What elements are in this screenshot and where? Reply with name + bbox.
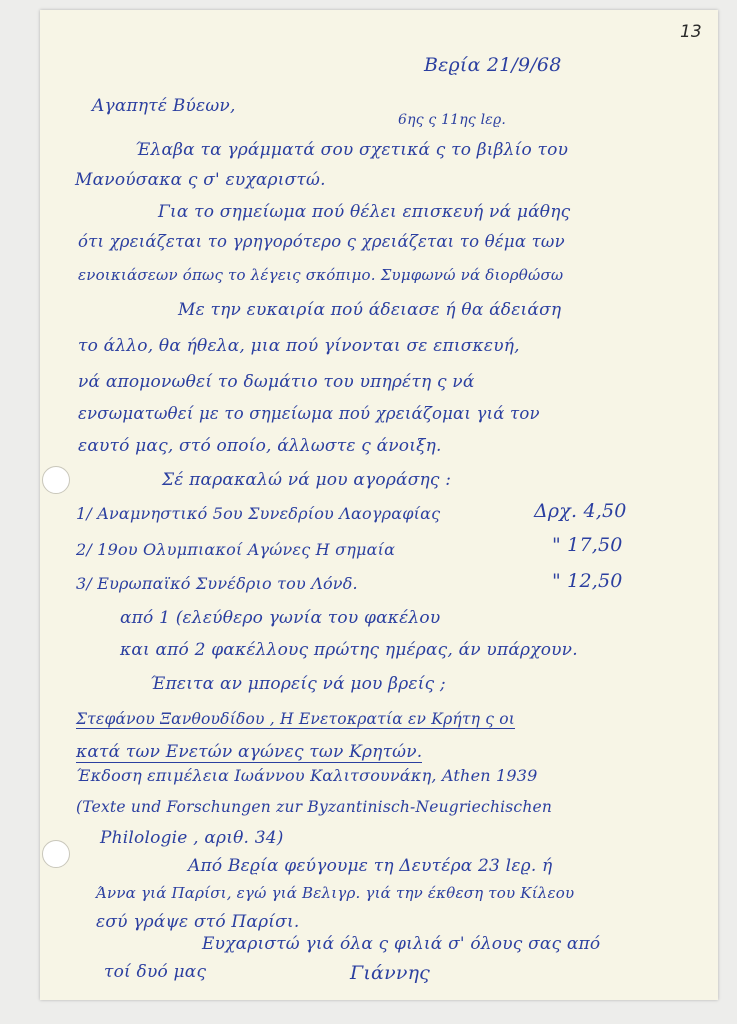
book-title-line-2: κατά των Ενετών αγώνες των Κρητών. — [76, 742, 423, 762]
stamp-item-3: 3/ Ευρωπαϊκό Συνέδριο του Λόνδ. — [76, 574, 358, 593]
stamp-item-1-amount: Δρχ. 4,50 — [534, 500, 627, 522]
punch-hole-top — [42, 466, 70, 494]
closing-line-2: τοί δυό μας — [104, 962, 207, 982]
stamp-item-2-amount: " 17,50 — [552, 534, 623, 556]
insert-note: 6ης ς 11ης lεϱ. — [398, 112, 507, 128]
stamp-item-1: 1/ Αναμνηστικό 5ου Συνεδρίου Λαογραφίας — [76, 504, 441, 523]
letter-line: ενσωματωθεί με το σημείωμα πού χρειάζομαι γιά τον — [78, 404, 540, 423]
letter-line: Σέ παρακαλώ νά μου αγοράσης : — [162, 470, 452, 490]
letter-line: (Texte und Forschungen zur Byzantinisch-Neugriechischen — [76, 798, 553, 816]
punch-hole-bottom — [42, 840, 70, 868]
place-date: Βεϱία 21/9/68 — [424, 54, 562, 76]
greeting: Αγαπητέ Βύεων, — [92, 96, 236, 116]
letter-line: από 1 (ελεύθερο γωνία του φακέλου — [120, 608, 441, 628]
signature: Γιάννης — [350, 962, 430, 984]
letter-line: Έπειτα αν μπορείς νά μου βρείς ; — [150, 674, 446, 694]
letter-line: Έκδοση επιμέλεια Ιωάννου Καλιτσουνάκη, Athen 1939 — [76, 766, 538, 785]
letter-line: Philologie , αριθ. 34) — [100, 828, 284, 848]
letter-line: εσύ γράψε στό Παρίσι. — [96, 912, 300, 932]
page-number: 13 — [680, 22, 702, 42]
letter-line: Άννα γιά Παρίσι, εγώ γιά Βελιγρ. γιά την έκθεση του Κίλεου — [96, 884, 575, 902]
letter-line: ενοικιάσεων όπως το λέγεις σκόπιμο. Συμφωνώ νά διορθώσω — [78, 266, 564, 284]
closing-line: Ευχαριστώ γιά όλα ς φιλιά σ' όλους σας από — [202, 934, 601, 954]
letter-line: και από 2 φακέλλους πρώτης ημέρας, άν υπάρχουν. — [120, 640, 578, 660]
letter-line: Έλαβα τα γράμματά σου σχετικά ς το βιβλίο του — [135, 140, 569, 160]
letter-line: Για το σημείωμα πού θέλει επισκευή νά μάθης — [158, 202, 571, 222]
letter-line: το άλλο, θα ήθελα, μια πού γίνονται σε επισκευή, — [78, 336, 520, 356]
letter-line: Με την ευκαιρία πού άδειασε ή θα άδειάση — [178, 300, 562, 320]
letter-line: νά απομονωθεί το δωμάτιο του υπηρέτη ς νά — [78, 372, 475, 392]
stamp-item-3-amount: " 12,50 — [552, 570, 623, 592]
letter-line: ότι χρειάζεται το γρηγορότερο ς χρειάζεται το θέμα των — [78, 232, 565, 251]
letter-line: Από Βεϱία φεύγουμε τη Δευτέρα 23 lεϱ. ή — [188, 856, 553, 876]
letter-line: εαυτό μας, στό οποίο, άλλωστε ς άνοιξη. — [78, 436, 442, 456]
letter-line: Μανούσακα ς σ' ευχαριστώ. — [75, 170, 326, 190]
stamp-item-2: 2/ 19ου Ολυμπιακοί Αγώνες Η σημαία — [76, 540, 396, 559]
book-title-line-1: Στεφάνου Ξανθουδίδου , Η Ενετοκρατία εν Κρήτη ς οι — [76, 710, 516, 728]
